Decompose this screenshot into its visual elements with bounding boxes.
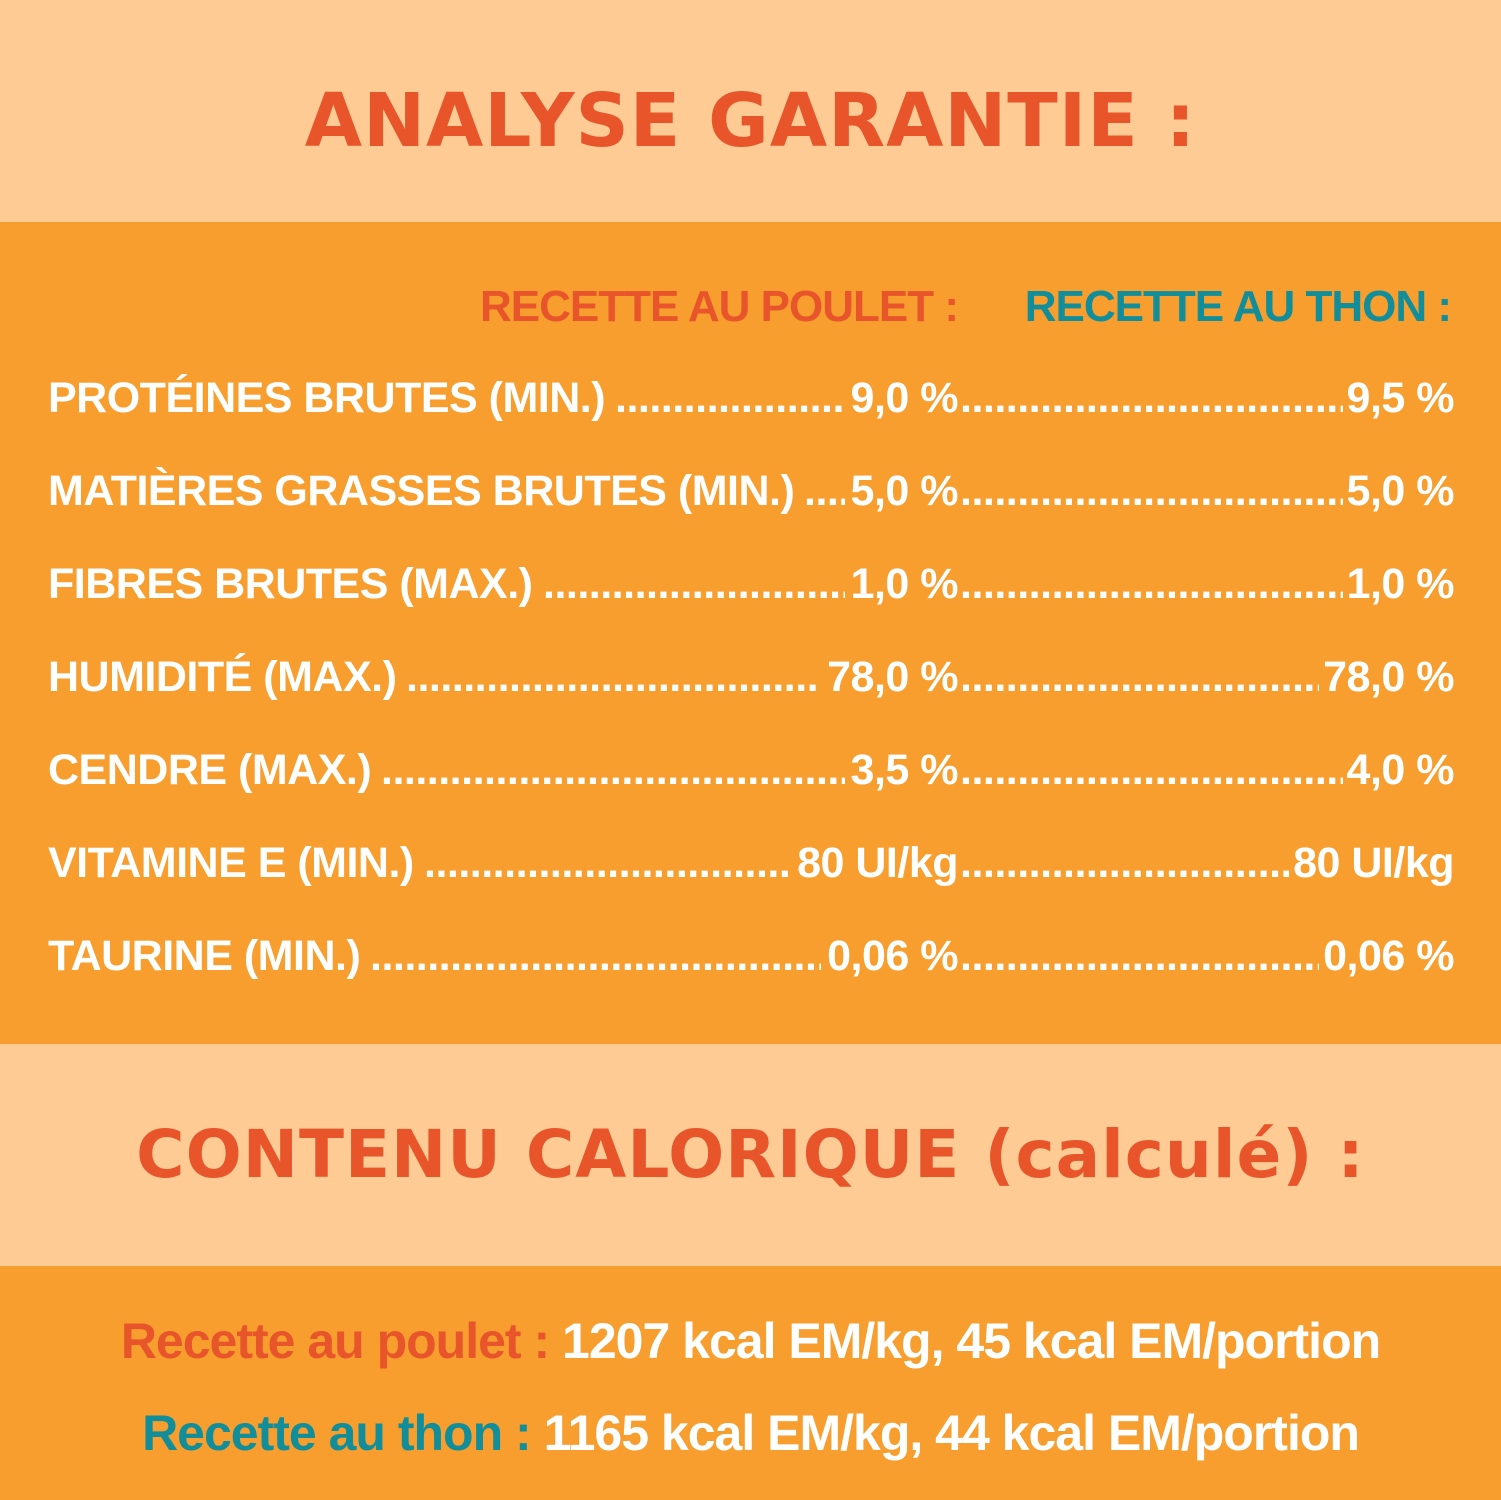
nutrient-row-taurine: [48, 932, 1454, 988]
nutrient-row-humidite: [48, 653, 1454, 709]
calorie-value-poulet: 1207 kcal EM/kg, 45 kcal EM/portion: [562, 1313, 1381, 1369]
poulet-value: 9,0 %: [850, 374, 958, 422]
dot-leader: [543, 560, 845, 609]
calorie-line-poulet: [0, 1312, 1501, 1370]
nutrient-label: TAURINE (MIN.): [48, 932, 361, 980]
nutrient-row-fibres: [48, 560, 1454, 616]
nutrient-label: MATIÈRES GRASSES BRUTES (MIN.): [48, 467, 795, 515]
calorie-line-thon: [0, 1404, 1501, 1462]
dot-leader: [615, 374, 845, 423]
poulet-value: 1,0 %: [850, 560, 958, 608]
poulet-value: 80 UI/kg: [797, 839, 958, 887]
nutrient-row-proteines: [48, 374, 1454, 430]
nutrient-row-cendre: [48, 746, 1454, 802]
nutrient-label: FIBRES BRUTES (MAX.): [48, 560, 533, 608]
thon-value: 0,06 %: [1319, 932, 1454, 981]
calorie-label-poulet: Recette au poulet :: [120, 1313, 550, 1369]
nutrient-row-vitamine-e: [48, 839, 1454, 895]
poulet-value: 5,0 %: [850, 467, 958, 515]
thon-value: 80 UI/kg: [1289, 839, 1454, 888]
dot-leader: [424, 839, 791, 888]
calorique-title: CONTENU CALORIQUE (calculé) :: [136, 1116, 1365, 1193]
calorie-band: [0, 1266, 1501, 1500]
poulet-value: 0,06 %: [827, 932, 958, 980]
nutrient-row-matieres-grasses: [48, 467, 1454, 523]
analysis-table-band: [0, 222, 1501, 1044]
calorie-value-thon: 1165 kcal EM/kg, 44 kcal EM/portion: [543, 1405, 1359, 1461]
thon-value: 1,0 %: [1343, 560, 1454, 609]
column-header-thon: RECETTE AU THON :: [1024, 282, 1451, 331]
dot-leader: [804, 467, 845, 516]
poulet-value: 3,5 %: [850, 746, 958, 794]
dot-leader: [370, 932, 821, 981]
thon-value: 4,0 %: [1343, 746, 1454, 795]
analyse-title: ANALYSE GARANTIE :: [304, 78, 1197, 164]
poulet-value: 78,0 %: [827, 653, 958, 701]
dot-leader: [406, 653, 821, 702]
thon-value: 5,0 %: [1343, 467, 1454, 516]
nutrient-label: PROTÉINES BRUTES (MIN.): [48, 374, 606, 422]
nutrient-label: VITAMINE E (MIN.): [48, 839, 414, 887]
calorie-label-thon: Recette au thon :: [142, 1405, 531, 1461]
column-header-poulet: RECETTE AU POULET :: [479, 282, 958, 331]
nutrient-label: HUMIDITÉ (MAX.): [48, 653, 397, 701]
thon-value: 9,5 %: [1343, 374, 1454, 423]
dot-leader: [381, 746, 845, 795]
thon-value: 78,0 %: [1319, 653, 1454, 702]
nutrient-label: CENDRE (MAX.): [48, 746, 372, 794]
